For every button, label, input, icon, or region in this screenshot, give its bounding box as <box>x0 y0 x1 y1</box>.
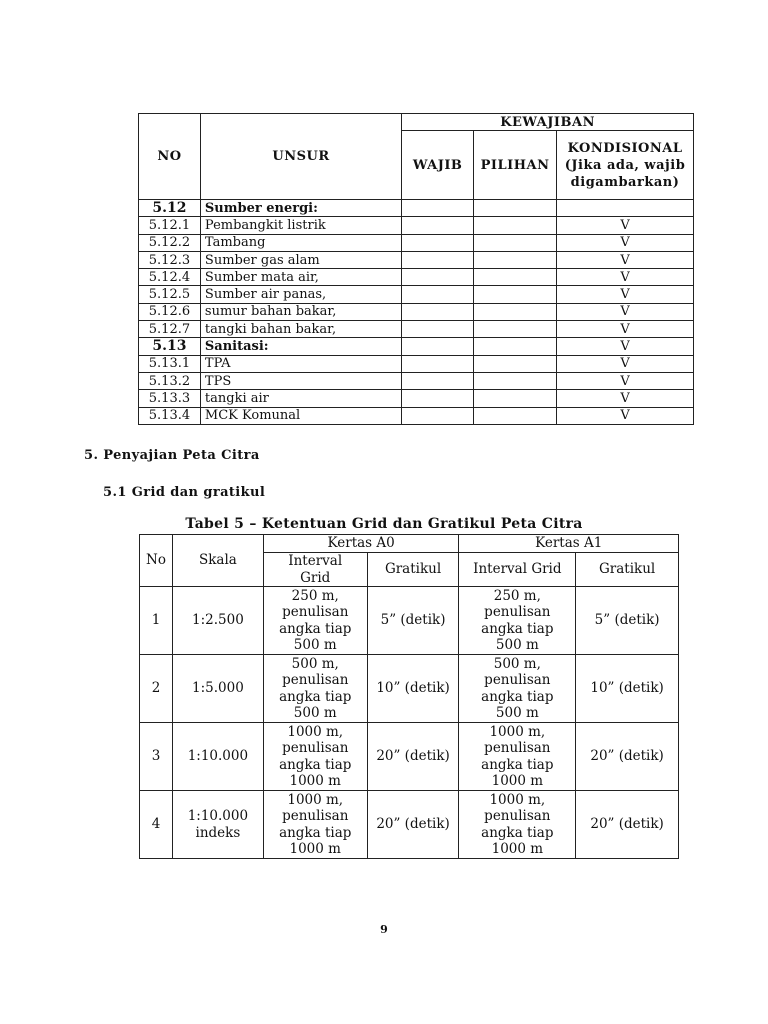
page-number: 9 <box>380 923 388 936</box>
row-gratikul-a0: 10” (detik) <box>367 655 459 723</box>
row-kondisional: V <box>557 372 694 389</box>
row-skala: 1:10.000 <box>172 723 263 791</box>
row-kondisional: V <box>557 286 694 303</box>
row-unsur: TPS <box>200 372 401 389</box>
table-caption: Tabel 5 – Ketentuan Grid dan Gratikul Peta Citra <box>185 516 583 532</box>
row-unsur: Sumber mata air, <box>200 269 401 286</box>
grid-gratikul-table <box>139 534 679 859</box>
row-wajib <box>402 321 474 338</box>
row-gratikul-a0: 5” (detik) <box>367 587 459 655</box>
row-kondisional: V <box>557 251 694 268</box>
row-wajib <box>402 407 474 424</box>
table-row <box>139 407 694 424</box>
header-kertas-a0: Kertas A0 <box>263 535 459 553</box>
table-row <box>139 269 694 286</box>
table-row <box>139 303 694 320</box>
row-skala: 1:10.000 indeks <box>172 791 263 859</box>
header-interval-grid-a0: Interval Grid <box>263 553 367 587</box>
row-no: 5.12 <box>139 200 201 217</box>
header-kondisional: KONDISIONAL (Jika ada, wajib digambarkan) <box>557 131 694 200</box>
row-kondisional: V <box>557 390 694 407</box>
header-kertas-a1: Kertas A1 <box>459 535 679 553</box>
row-gratikul-a1: 10” (detik) <box>576 655 679 723</box>
table-row <box>139 234 694 251</box>
table-row <box>139 251 694 268</box>
row-no: 5.12.2 <box>139 234 201 251</box>
table-row <box>140 791 679 859</box>
row-no: 3 <box>140 723 173 791</box>
row-no: 5.12.7 <box>139 321 201 338</box>
row-no: 5.13.1 <box>139 355 201 372</box>
row-pilihan <box>474 251 557 268</box>
table-row <box>139 390 694 407</box>
subsection-heading: 5.1 Grid dan gratikul <box>103 485 266 500</box>
table-row <box>139 355 694 372</box>
row-kondisional: V <box>557 355 694 372</box>
header-unsur: UNSUR <box>200 114 401 200</box>
header-no: No <box>140 535 173 587</box>
row-kondisional <box>557 200 694 217</box>
row-skala: 1:2.500 <box>172 587 263 655</box>
row-unsur: Tambang <box>200 234 401 251</box>
row-skala: 1:5.000 <box>172 655 263 723</box>
header-pilihan: PILIHAN <box>474 131 557 200</box>
row-gratikul-a1: 20” (detik) <box>576 791 679 859</box>
table-row <box>139 338 694 355</box>
row-wajib <box>402 217 474 234</box>
row-pilihan <box>474 269 557 286</box>
table-row <box>139 200 694 217</box>
row-pilihan <box>474 217 557 234</box>
row-unsur: TPA <box>200 355 401 372</box>
row-gratikul-a1: 5” (detik) <box>576 587 679 655</box>
header-gratikul-a1: Gratikul <box>576 553 679 587</box>
row-interval-grid-a1: 500 m, penulisan angka tiap 500 m <box>459 655 576 723</box>
section-heading: 5. Penyajian Peta Citra <box>84 448 260 463</box>
row-pilihan <box>474 321 557 338</box>
row-interval-grid-a1: 1000 m, penulisan angka tiap 1000 m <box>459 723 576 791</box>
table-row <box>140 587 679 655</box>
row-interval-grid-a0: 250 m, penulisan angka tiap 500 m <box>263 587 367 655</box>
row-pilihan <box>474 200 557 217</box>
row-wajib <box>402 390 474 407</box>
row-wajib <box>402 338 474 355</box>
header-kewajiban: KEWAJIBAN <box>402 114 694 131</box>
row-pilihan <box>474 390 557 407</box>
row-no: 5.13.3 <box>139 390 201 407</box>
row-interval-grid-a1: 250 m, penulisan angka tiap 500 m <box>459 587 576 655</box>
row-wajib <box>402 234 474 251</box>
row-no: 5.12.6 <box>139 303 201 320</box>
table-row <box>139 321 694 338</box>
row-gratikul-a0: 20” (detik) <box>367 723 459 791</box>
row-kondisional: V <box>557 234 694 251</box>
row-no: 5.12.5 <box>139 286 201 303</box>
row-kondisional: V <box>557 407 694 424</box>
row-unsur: Sumber air panas, <box>200 286 401 303</box>
row-interval-grid-a1: 1000 m, penulisan angka tiap 1000 m <box>459 791 576 859</box>
table-row <box>140 655 679 723</box>
row-unsur: Sumber energi: <box>200 200 401 217</box>
row-pilihan <box>474 355 557 372</box>
header-wajib: WAJIB <box>402 131 474 200</box>
header-no: NO <box>139 114 201 200</box>
row-pilihan <box>474 234 557 251</box>
row-wajib <box>402 303 474 320</box>
row-unsur: tangki air <box>200 390 401 407</box>
row-no: 1 <box>140 587 173 655</box>
table-row <box>140 723 679 791</box>
row-wajib <box>402 251 474 268</box>
row-unsur: Sanitasi: <box>200 338 401 355</box>
row-pilihan <box>474 303 557 320</box>
row-no: 5.13.4 <box>139 407 201 424</box>
row-unsur: Pembangkit listrik <box>200 217 401 234</box>
row-wajib <box>402 269 474 286</box>
row-no: 5.12.4 <box>139 269 201 286</box>
header-gratikul-a0: Gratikul <box>367 553 459 587</box>
row-kondisional: V <box>557 269 694 286</box>
row-kondisional: V <box>557 321 694 338</box>
row-interval-grid-a0: 500 m, penulisan angka tiap 500 m <box>263 655 367 723</box>
row-wajib <box>402 286 474 303</box>
row-wajib <box>402 355 474 372</box>
row-no: 5.12.1 <box>139 217 201 234</box>
row-kondisional: V <box>557 303 694 320</box>
row-unsur: sumur bahan bakar, <box>200 303 401 320</box>
header-skala: Skala <box>172 535 263 587</box>
table-row <box>139 286 694 303</box>
row-kondisional: V <box>557 217 694 234</box>
row-pilihan <box>474 338 557 355</box>
row-no: 5.12.3 <box>139 251 201 268</box>
row-no: 2 <box>140 655 173 723</box>
row-gratikul-a0: 20” (detik) <box>367 791 459 859</box>
row-wajib <box>402 200 474 217</box>
row-interval-grid-a0: 1000 m, penulisan angka tiap 1000 m <box>263 723 367 791</box>
row-no: 4 <box>140 791 173 859</box>
header-interval-grid-a1: Interval Grid <box>459 553 576 587</box>
row-unsur: Sumber gas alam <box>200 251 401 268</box>
table-row <box>139 372 694 389</box>
row-interval-grid-a0: 1000 m, penulisan angka tiap 1000 m <box>263 791 367 859</box>
table-row <box>139 217 694 234</box>
row-unsur: MCK Komunal <box>200 407 401 424</box>
row-gratikul-a1: 20” (detik) <box>576 723 679 791</box>
row-unsur: tangki bahan bakar, <box>200 321 401 338</box>
row-pilihan <box>474 407 557 424</box>
row-pilihan <box>474 286 557 303</box>
row-no: 5.13.2 <box>139 372 201 389</box>
row-pilihan <box>474 372 557 389</box>
kewajiban-table <box>138 113 694 425</box>
row-no: 5.13 <box>139 338 201 355</box>
row-wajib <box>402 372 474 389</box>
row-kondisional: V <box>557 338 694 355</box>
